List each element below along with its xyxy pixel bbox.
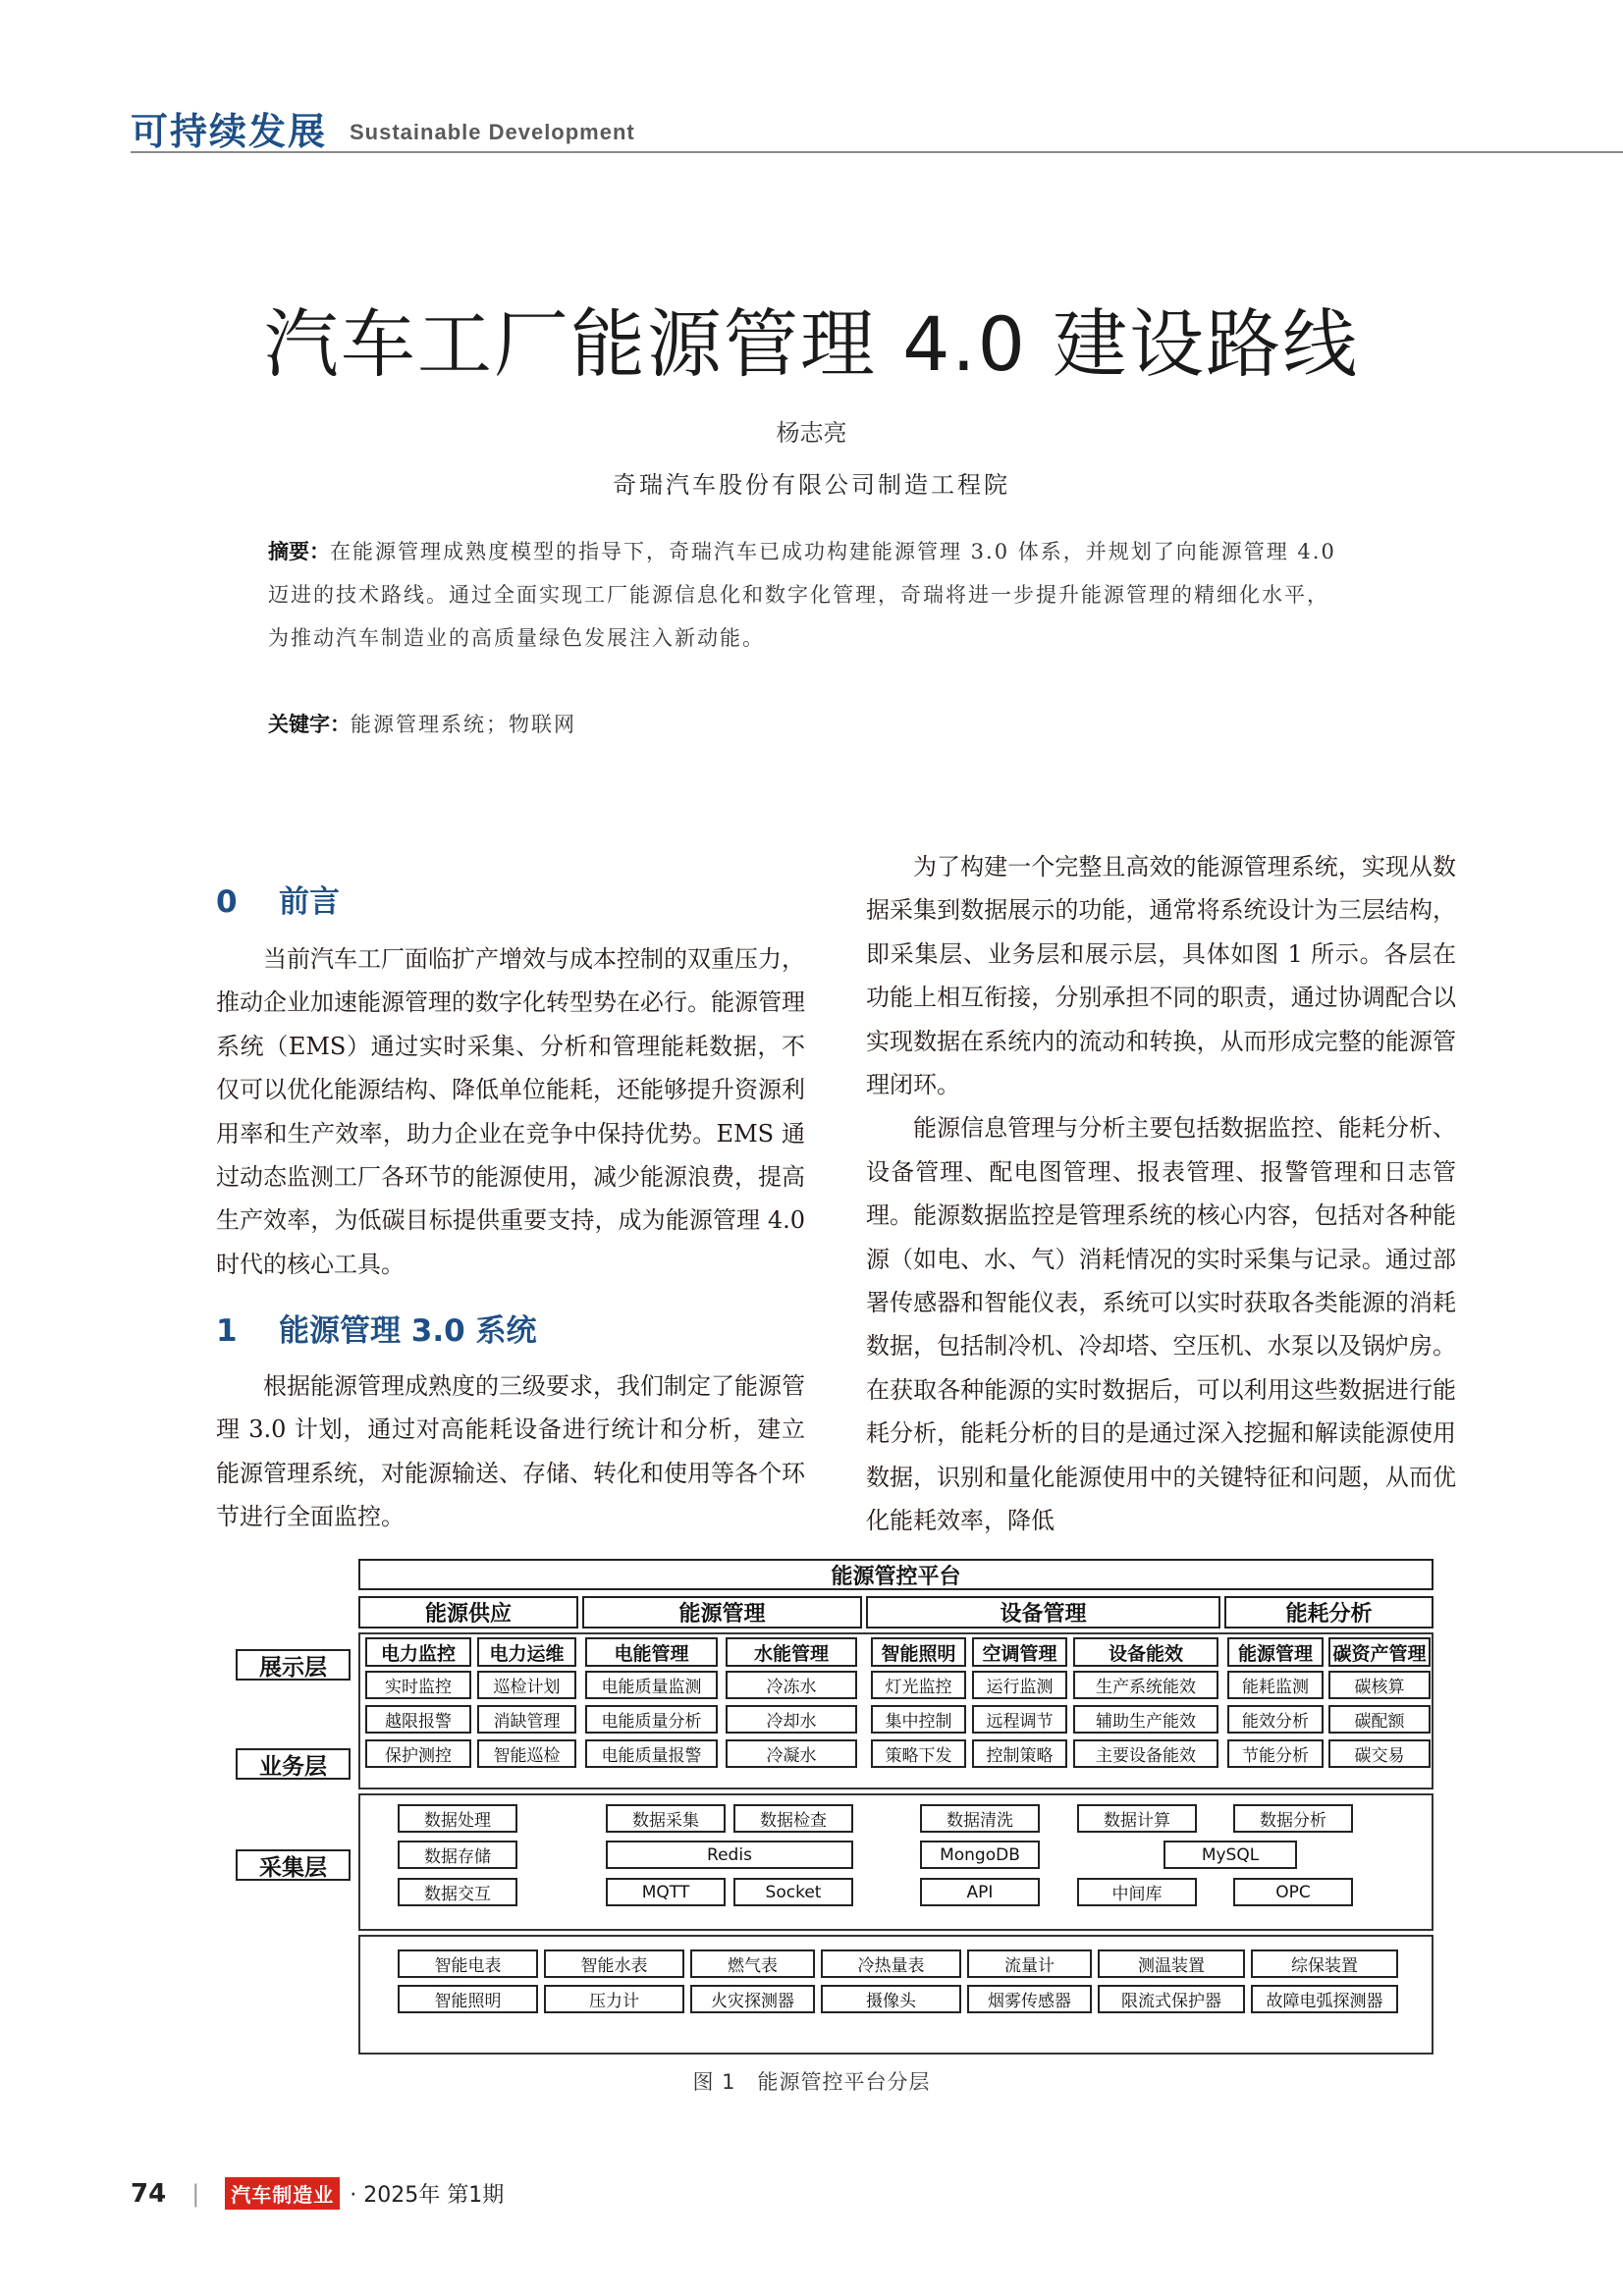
group-item: 策略下发	[871, 1739, 966, 1768]
body-paragraph: 能源信息管理与分析主要包括数据监控、能耗分析、设备管理、配电图管理、报表管理、报警管理和日志管理。能源数据监控是管理系统的核心内容，包括对各种能源（如电、水、气）消耗情况的实时采集与记录。通过部署传感器和智能仪表，系统可以实时获取各类能源的消耗数据，包括制冷机、冷却塔、空压机、水泵以及锅炉房。在获取各种能源的实时数据后，可以利用这些数据进行能耗分析，能耗分析的目的是通过深入挖掘和解读能源使用数据，识别和量化能源使用中的关键特征和问题，从而优化能耗效率，降低	[866, 1114, 1456, 1535]
group-item: 智能巡检	[477, 1739, 576, 1768]
collect-item: 流量计	[967, 1949, 1092, 1978]
group-title: 智能照明	[871, 1637, 966, 1667]
abstract-label: 摘要：	[268, 540, 330, 563]
collect-item: 综保装置	[1251, 1949, 1398, 1978]
group-item: 节能分析	[1227, 1739, 1324, 1768]
business-item: MySQL	[1163, 1841, 1297, 1869]
keywords-label: 关键字：	[268, 713, 351, 736]
business-item: 数据计算	[1077, 1804, 1197, 1833]
business-item: 数据分析	[1233, 1804, 1353, 1833]
group-title: 电力监控	[365, 1637, 471, 1667]
platform-title-box: 能源管控平台	[358, 1559, 1434, 1590]
group-title: 碳资产管理	[1328, 1637, 1431, 1667]
group-item: 碳交易	[1328, 1739, 1431, 1768]
business-item: 中间库	[1077, 1878, 1197, 1906]
business-item: OPC	[1233, 1878, 1353, 1906]
abstract-line: 在能源管理成熟度模型的指导下，奇瑞汽车已成功构建能源管理 3.0 体系，并规划了向能源管理 4.0	[330, 540, 1336, 563]
group-title: 空调管理	[972, 1637, 1067, 1667]
collect-item: 冷热量表	[821, 1949, 961, 1978]
collect-item: 智能照明	[398, 1985, 538, 2013]
body-paragraph: 根据能源管理成熟度的三级要求，我们制定了能源管理 3.0 计划，通过对高能耗设备进行统计和分析，建立能源管理系统，对能源输送、存储、转化和使用等各个环节进行全面监控。	[216, 1372, 805, 1531]
group-title: 电能管理	[585, 1637, 718, 1667]
collect-item: 压力计	[544, 1985, 684, 2013]
section-header-en: Sustainable Development	[350, 120, 635, 144]
category-equipment-management: 设备管理	[866, 1596, 1220, 1629]
body-paragraph: 当前汽车工厂面临扩产增效与成本控制的双重压力，推动企业加速能源管理的数字化转型势在必行。能源管理系统（EMS）通过实时采集、分析和管理能耗数据，不仅可以优化能源结构、降低单位能耗，还能够提升资源利用率和生产效率，助力企业在竞争中保持优势。EMS 通过动态监测工厂各环节的能源使用，减少能源浪费，提高生产效率，为低碳目标提供重要支持，成为能源管理 4.0 时代的核心工具。	[216, 945, 805, 1278]
collect-item: 智能水表	[544, 1949, 684, 1978]
body-column-left-bottom	[216, 1364, 805, 1539]
group-item: 电能质量分析	[585, 1705, 718, 1734]
keywords	[268, 703, 1427, 746]
collect-item: 摄像头	[821, 1985, 961, 2013]
group-item: 碳配额	[1328, 1705, 1431, 1734]
section-title: 能源管理 3.0 系统	[279, 1313, 537, 1349]
group-item: 能效分析	[1227, 1705, 1324, 1734]
keywords-text: 能源管理系统；物联网	[351, 713, 576, 736]
group-item: 冷冻水	[726, 1671, 857, 1699]
group-item: 冷却水	[726, 1705, 857, 1734]
abstract	[268, 530, 1427, 660]
group-item: 主要设备能效	[1073, 1739, 1218, 1768]
collect-item: 测温装置	[1098, 1949, 1245, 1978]
group-item: 辅助生产能效	[1073, 1705, 1218, 1734]
section-heading-1	[216, 1306, 537, 1350]
group-item: 灯光监控	[871, 1671, 966, 1699]
group-item: 运行监测	[972, 1671, 1067, 1699]
collect-item: 限流式保护器	[1098, 1985, 1245, 2013]
issue-info: · 2025年 第1期	[350, 2183, 505, 2208]
section-heading-0	[216, 877, 340, 921]
group-item: 碳核算	[1328, 1671, 1431, 1699]
page-footer	[131, 2177, 504, 2210]
group-item: 消缺管理	[477, 1705, 576, 1734]
group-item: 控制策略	[972, 1739, 1067, 1768]
level-label-business: 业务层	[236, 1748, 351, 1780]
group-item: 集中控制	[871, 1705, 966, 1734]
section-number: 0	[216, 884, 238, 920]
article-author: 杨志亮	[776, 419, 847, 447]
collect-item: 智能电表	[398, 1949, 538, 1978]
article-title: 汽车工厂能源管理 4.0 建设路线	[263, 300, 1360, 388]
group-item: 实时监控	[365, 1671, 471, 1699]
business-item: 数据清洗	[920, 1804, 1040, 1833]
header-divider	[131, 151, 1623, 153]
group-item: 冷凝水	[726, 1739, 857, 1768]
group-title: 电力运维	[477, 1637, 576, 1667]
business-item: 数据采集	[606, 1804, 726, 1833]
business-item: 数据检查	[733, 1804, 853, 1833]
business-item: 数据处理	[398, 1804, 517, 1833]
group-item: 保护测控	[365, 1739, 471, 1768]
section-title: 前言	[279, 884, 340, 920]
group-item: 能耗监测	[1227, 1671, 1324, 1699]
business-item: MongoDB	[920, 1841, 1040, 1869]
category-energy-management: 能源管理	[582, 1596, 862, 1629]
business-item: API	[920, 1878, 1040, 1906]
footer-separator: |	[191, 2179, 200, 2208]
business-item: 数据交互	[398, 1878, 517, 1906]
business-item: Redis	[606, 1841, 853, 1869]
business-item: MQTT	[606, 1878, 726, 1906]
group-item: 电能质量报警	[585, 1739, 718, 1768]
collect-item: 烟雾传感器	[967, 1985, 1092, 2013]
page-number: 74	[131, 2178, 167, 2209]
body-column-right	[866, 845, 1456, 1543]
section-number: 1	[216, 1313, 238, 1349]
abstract-line: 为推动汽车制造业的高质量绿色发展注入新动能。	[268, 626, 765, 650]
body-column-left-top	[216, 937, 805, 1286]
business-item: 数据存储	[398, 1841, 517, 1869]
figure-platform-diagram	[236, 1559, 1453, 2059]
group-title: 设备能效	[1073, 1637, 1218, 1667]
group-item: 电能质量监测	[585, 1671, 718, 1699]
level-label-collect: 采集层	[236, 1849, 351, 1881]
business-item: Socket	[733, 1878, 853, 1906]
level-label-display: 展示层	[236, 1649, 351, 1681]
figure-caption: 图 1 能源管控平台分层	[692, 2070, 931, 2094]
group-item: 远程调节	[972, 1705, 1067, 1734]
group-title: 水能管理	[726, 1637, 857, 1667]
category-energy-supply: 能源供应	[358, 1596, 578, 1629]
collect-item: 火灾探测器	[690, 1985, 815, 2013]
group-item: 巡检计划	[477, 1671, 576, 1699]
abstract-line: 迈进的技术路线。通过全面实现工厂能源信息化和数字化管理，奇瑞将进一步提升能源管理的精细化水平，	[268, 583, 1329, 607]
group-item: 越限报警	[365, 1705, 471, 1734]
category-consumption-analysis: 能耗分析	[1224, 1596, 1434, 1629]
magazine-logo: 汽车制造业	[225, 2177, 340, 2210]
collect-item: 燃气表	[690, 1949, 815, 1978]
article-affiliation: 奇瑞汽车股份有限公司制造工程院	[613, 471, 1010, 499]
group-title: 能源管理	[1227, 1637, 1324, 1667]
group-item: 生产系统能效	[1073, 1671, 1218, 1699]
body-paragraph: 为了构建一个完整且高效的能源管理系统，实现从数据采集到数据展示的功能，通常将系统设计为三层结构，即采集层、业务层和展示层，具体如图 1 所示。各层在功能上相互衔接，分别承担不同的职责，通过协调配合以实现数据在系统内的流动和转换，从而形成完整的能源管理闭环。	[866, 853, 1456, 1099]
collect-item: 故障电弧探测器	[1251, 1985, 1398, 2013]
section-header-cn: 可持续发展	[131, 110, 328, 153]
